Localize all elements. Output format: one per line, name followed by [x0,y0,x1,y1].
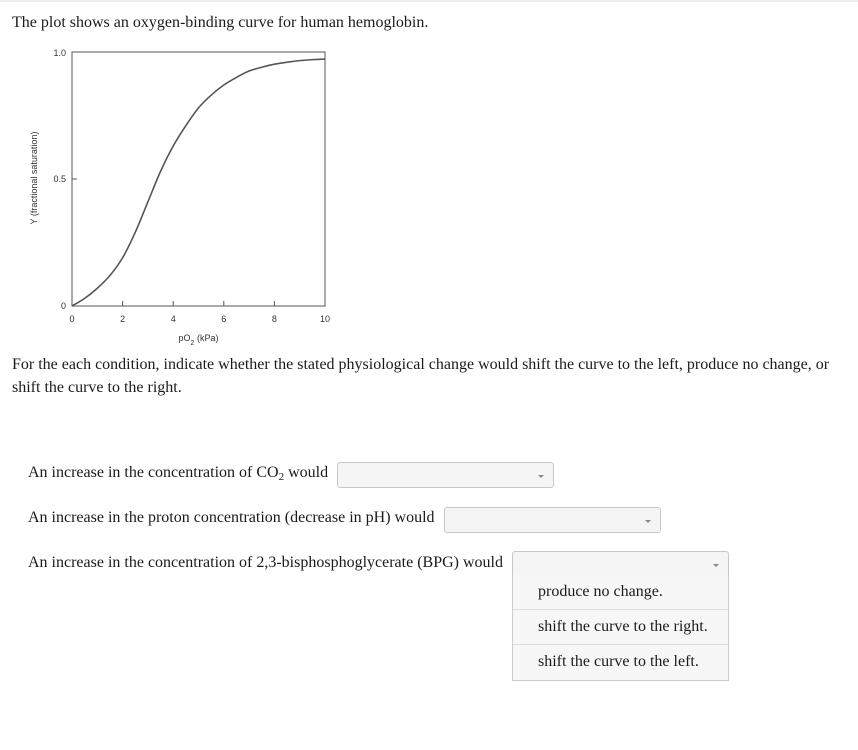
binding-curve [72,59,325,306]
oxygen-binding-chart [0,0,858,350]
plot-frame [72,52,325,306]
y-tick-label: 1.0 [53,48,66,58]
question-co2-text: An increase in the concentration of CO [28,464,279,481]
x-tick-label: 8 [271,314,277,324]
x-tick-label: 10 [319,314,331,324]
question-proton-text: An increase in the proton concentration (decrease in pH) would [28,509,435,526]
option-shift-right[interactable]: shift the curve to the right. [513,610,728,645]
co2-answer-select[interactable] [337,462,554,488]
chevron-down-icon [645,520,651,523]
y-tick-label: 0 [60,301,66,311]
x-axis-label: $pO_2$ (kPa) [178,333,219,347]
proton-answer-select[interactable] [444,507,661,533]
option-no-change[interactable]: produce no change. [513,575,728,610]
y-tick-label: 0.5 [53,174,66,184]
bpg-answer-select[interactable] [512,551,729,576]
x-tick-label: 0 [69,314,75,324]
x-tick-label: 6 [221,314,227,324]
x-tick-label: 4 [170,314,176,324]
bpg-dropdown-menu [512,575,729,681]
x-tick-label: 2 [120,314,126,324]
question-proton [28,507,435,529]
chevron-down-icon [538,475,544,478]
option-shift-left[interactable]: shift the curve to the left. [538,653,699,670]
y-axis-label: Y (fractional saturation) [29,131,39,225]
chevron-down-icon [713,564,719,567]
question-co2-text-end: would [284,464,329,481]
question-bpg-text: An increase in the concentration of 2,3-bisphosphoglycerate (BPG) would [28,554,503,571]
question-bpg [28,552,503,574]
intro-text: The plot shows an oxygen-binding curve for human hemoglobin. [12,14,429,31]
instructions-text: For the each condition, indicate whether the stated physiological change would shift the curve to the left, produce no change, or shift the curve to the right. [12,356,830,396]
question-co2 [28,462,328,484]
question-co2-subscript: 2 [278,471,285,483]
